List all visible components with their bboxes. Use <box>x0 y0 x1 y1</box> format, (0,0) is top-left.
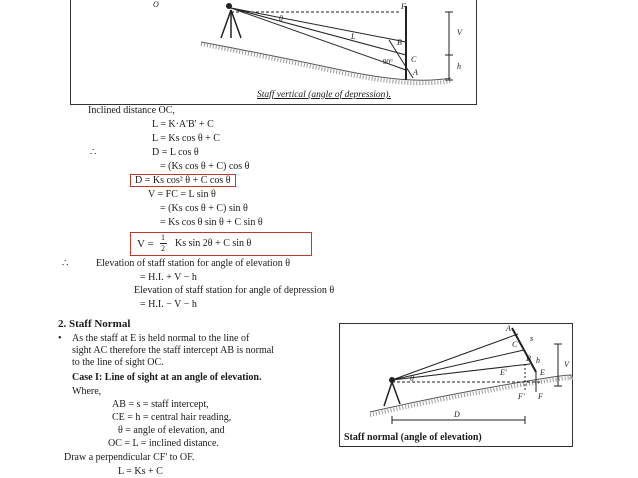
eq-v-frac-den: 2 <box>161 244 165 253</box>
elevation-elev-text: Elevation of staff station for angle of elevation θ <box>96 258 290 269</box>
therefore-symbol: ∴ <box>90 147 97 158</box>
eq-v-final-boxed <box>130 232 312 256</box>
eq-d-expand: = (Ks cos θ + C) cos θ <box>160 161 250 172</box>
top-figure <box>70 0 477 105</box>
bl-label-c: C <box>512 340 518 349</box>
where-ab: AB = s = staff intercept, <box>112 399 209 410</box>
bl-label-f: F <box>538 392 543 401</box>
eq-d-lcos: D = L cos θ <box>152 147 199 158</box>
where-oc: OC = L = inclined distance. <box>108 438 219 449</box>
bl-label-e2: E' <box>500 368 507 377</box>
label-c: C <box>411 55 417 64</box>
bl-label-a: A <box>506 324 511 333</box>
eq-d-final-boxed: D = Ks cos² θ + C cos θ <box>130 174 236 187</box>
bottom-figure-caption: Staff normal (angle of elevation) <box>344 432 482 443</box>
top-figure-drawing <box>71 0 476 104</box>
label-l: L <box>351 32 356 41</box>
label-90: 90° <box>383 58 393 66</box>
label-theta: θ <box>279 14 283 23</box>
eq-v-frac-num: 1 <box>161 233 165 242</box>
bl-label-theta: θ <box>410 374 414 383</box>
para-line-2: sight AC therefore the staff intercept AB is normal <box>72 345 274 356</box>
therefore-symbol-2: ∴ <box>62 258 69 269</box>
eq-l-normal: L = Ks + C <box>118 466 163 477</box>
bl-label-b: B <box>526 354 531 363</box>
eq-v-expand: = (Ks cos θ + C) sin θ <box>160 203 248 214</box>
eq-l-kab: L = K·A'B' + C <box>152 119 214 130</box>
label-a: A <box>413 68 418 77</box>
heading-inclined-distance: Inclined distance OC, <box>88 105 175 116</box>
eq-v-expand2: = Ks cos θ sin θ + C sin θ <box>160 217 263 228</box>
elevation-elev-eq: = H.I. + V − h <box>140 272 197 283</box>
where-theta: θ = angle of elevation, and <box>118 425 225 436</box>
eq-v-rest: Ks sin 2θ + C sin θ <box>175 238 252 249</box>
elevation-dep-text: Elevation of staff station for angle of depression θ <box>134 285 335 296</box>
label-f: F <box>401 2 406 11</box>
bl-label-h: h <box>536 356 540 365</box>
where-label: Where, <box>72 386 102 397</box>
eq-v-fc: V = FC = L sin θ <box>148 189 216 200</box>
label-b: B <box>397 38 402 47</box>
label-o: O <box>153 0 159 9</box>
eq-v-prefix: V = <box>137 238 154 250</box>
bl-label-e: E <box>540 368 545 377</box>
bl-label-v: V <box>564 360 569 369</box>
bl-label-f2: F' <box>518 392 525 401</box>
where-ce: CE = h = central hair reading, <box>112 412 232 423</box>
top-figure-caption: Staff vertical (angle of depression). <box>257 90 391 100</box>
eq-l-ks: L = Ks cos θ + C <box>152 133 220 144</box>
bottom-figure-drawing <box>340 324 572 446</box>
label-v: V <box>457 28 462 37</box>
elevation-dep-eq: = H.I. − V − h <box>140 299 197 310</box>
label-h: h <box>457 62 461 71</box>
draw-perpendicular: Draw a perpendicular CF' to OF. <box>64 452 195 463</box>
bl-label-d: D <box>454 410 460 419</box>
bottom-figure <box>339 323 573 447</box>
case-heading: Case I: Line of sight at an angle of elevation. <box>72 372 262 383</box>
bl-label-s: s <box>530 334 534 343</box>
bullet: • <box>58 333 62 344</box>
para-line-1: As the staff at E is held normal to the line of <box>72 333 250 344</box>
para-line-3: to the line of sight OC. <box>72 357 164 368</box>
section-title: 2. Staff Normal <box>58 318 131 330</box>
